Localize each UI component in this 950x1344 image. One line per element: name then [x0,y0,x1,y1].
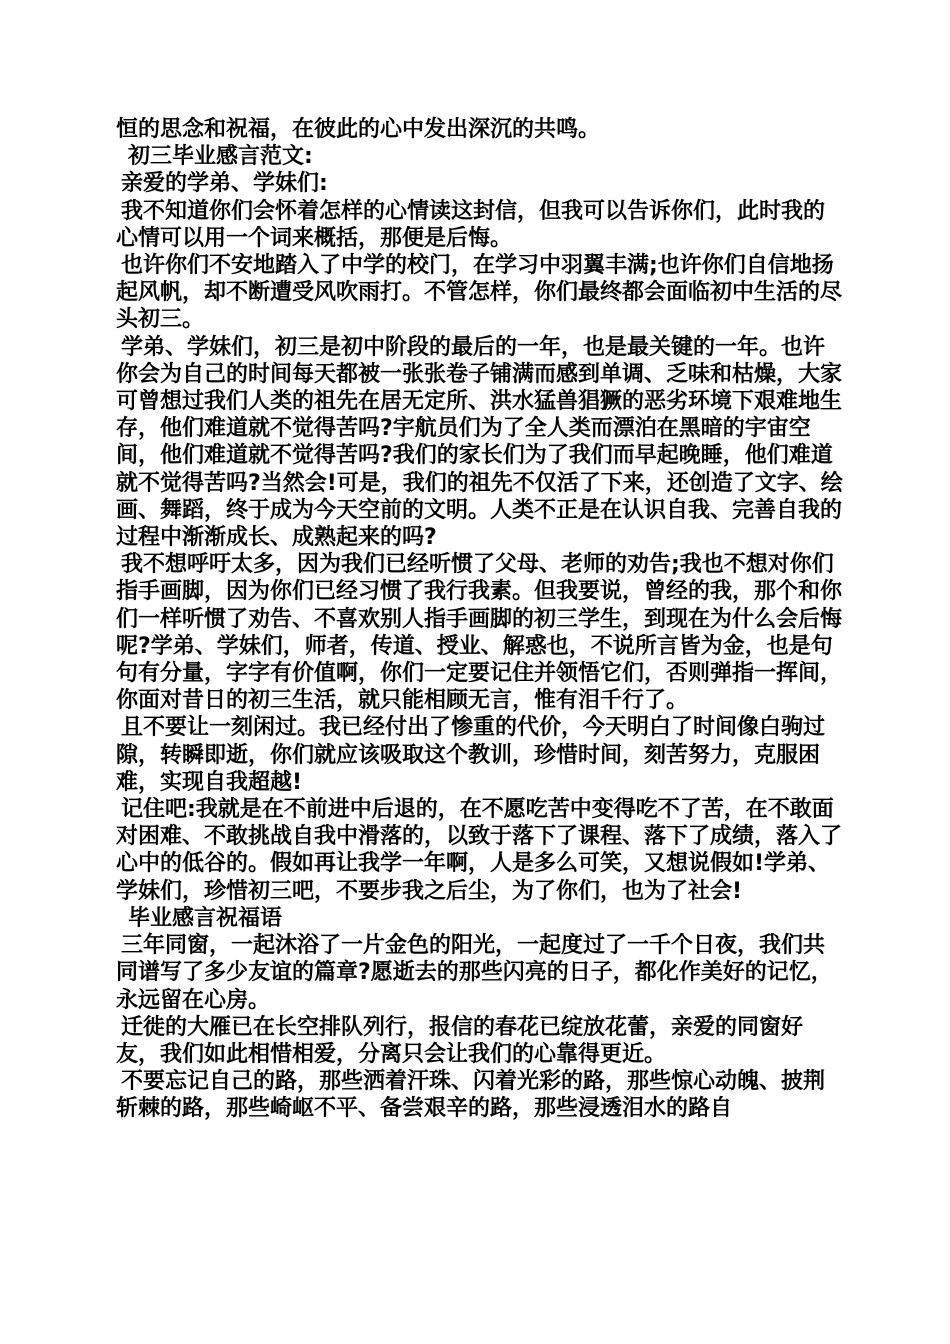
section-heading-wishes: 毕业感言祝福语 [128,905,283,931]
paragraph: 我不知道你们会怀着怎样的心情读这封信，但我可以告诉你们，此时我的心情可以用一个词来概括，那便是后悔。 [116,198,826,251]
paragraph: 学弟、学妹们，初三是初中阶段的最后的一年，也是最关键的一年。也许你会为自己的时间每天都被一张张卷子铺满而感到单调、乏味和枯燥，大家可曾想过我们人类的祖先在居无定所、洪水猛兽猖獗的恶劣环境下艰难地生存，他们难道就不觉得苦吗?宇航员们为了全人类而漂泊在黑暗的宇宙空间，他们难道就不觉得苦吗?我们的家长们为了我们而早起晚睡，他们难道就不觉得苦吗?当然会!可是，我们的祖先不仅活了下来，还创造了文字、绘画、舞蹈，终于成为今天空前的文明。人类不正是在认识自我、完善自我的过程中渐渐成长、成熟起来的吗? [116,334,843,551]
paragraph: 迁徙的大雁已在长空排队列行，报信的春花已绽放花蕾，亲爱的同窗好友，我们如此相惜相爱，分离只会让我们的心靠得更近。 [116,1014,804,1067]
paragraph: 也许你们不安地踏入了中学的校门，在学习中羽翼丰满;也许你们自信地扬起风帆，却不断遭受风吹雨打。不管怎样，你们最终都会面临初中生活的尽头初三。 [116,253,843,333]
paragraph-continuation: 恒的思念和祝福，在彼此的心中发出深沉的共鸣。 [116,117,601,142]
document-body [116,116,846,1123]
paragraph: 且不要让一刻闲过。我已经付出了惨重的代价，今天明白了时间像白驹过隙，转瞬即逝，你们就应该吸取这个教训，珍惜时间，刻苦努力，克服困难，实现自我超越! [116,715,826,795]
salutation: 亲爱的学弟、学妹们: [121,171,328,197]
paragraph: 记住吧:我就是在不前进中后退的，在不愿吃苦中变得吃不了苦，在不敢面对困难、不敢挑战自我中滑落的，以致于落下了课程、落下了成绩，落入了心中的低谷的。假如再让我学一年啊，人是多么可笑，又想说假如!学弟、学妹们，珍惜初三吧，不要步我之后尘，为了你们，也为了社会! [116,797,843,904]
paragraph: 我不想呼吁太多，因为我们已经听惯了父母、老师的劝告;我也不想对你们指手画脚，因为你们已经习惯了我行我素。但我要说，曾经的我，那个和你们一样听惯了劝告、不喜欢别人指手画脚的初三学生，到现在为什么会后悔呢?学弟、学妹们，师者，传道、授业、解惑也，不说所言皆为金，也是句句有分量，字字有价值啊，你们一定要记住并领悟它们，否则弹指一挥间，你面对昔日的初三生活，就只能相顾无言，惟有泪千行了。 [116,552,843,714]
paragraph: 三年同窗，一起沐浴了一片金色的阳光，一起度过了一千个日夜，我们共同谱写了多少友谊的篇章?愿逝去的那些闪亮的日子，都化作美好的记忆，永远留在心房。 [116,933,833,1013]
paragraph: 不要忘记自己的路，那些洒着汗珠、闪着光彩的路，那些惊心动魄、披荆斩棘的路，那些崎岖不平、备尝艰辛的路，那些浸透泪水的路自 [116,1069,826,1122]
section-heading-essay: 初三毕业感言范文: [128,144,313,170]
